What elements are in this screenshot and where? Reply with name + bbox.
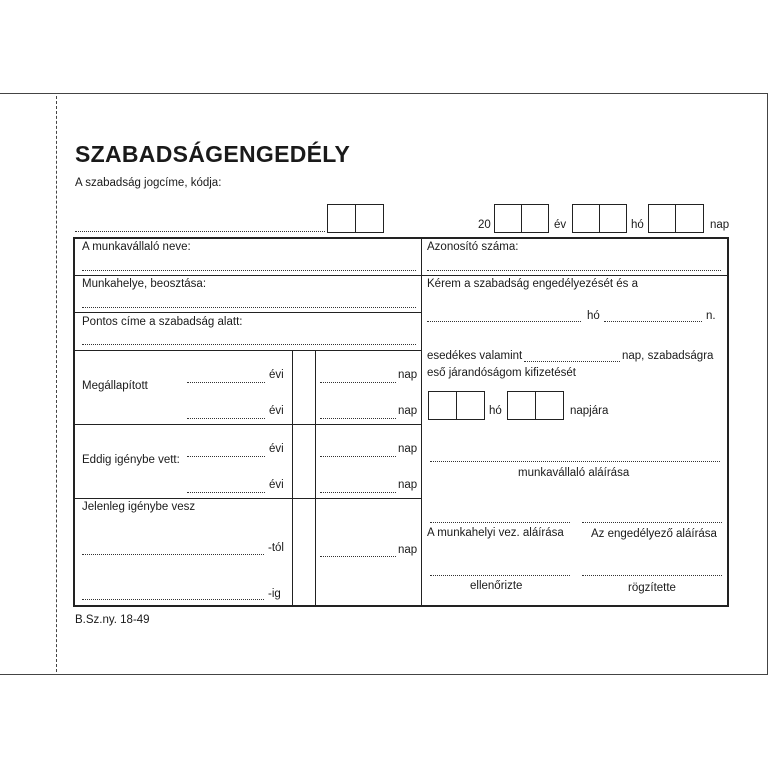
azonosito-label: Azonosító száma: <box>427 241 519 253</box>
year-box-2[interactable] <box>521 204 549 233</box>
eso-text: eső járandóságom kifizetését <box>427 367 576 379</box>
megallapitott-evi-2-field[interactable] <box>187 418 265 419</box>
rogzitette-label: rögzítette <box>628 582 676 594</box>
jelenleg-label: Jelenleg igénybe vesz <box>82 501 196 513</box>
jelenleg-nap-field[interactable] <box>320 556 396 557</box>
esedekes-pre: esedékes valamint <box>427 350 523 362</box>
row-line <box>74 312 421 313</box>
rogzitette-field[interactable] <box>582 575 722 576</box>
nap-label: nap <box>398 369 418 381</box>
eddig-evi-1-field[interactable] <box>187 456 265 457</box>
megallapitott-nap-1-field[interactable] <box>320 382 396 383</box>
pontos-cime-label: Pontos címe a szabadság alatt: <box>82 316 243 328</box>
tol-label: -tól <box>268 542 284 554</box>
ho-label: hó <box>587 310 600 322</box>
kerem-text: Kérem a szabadság engedélyezését és a <box>427 278 638 290</box>
kod-box-1[interactable] <box>327 204 356 233</box>
form-title: SZABADSÁGENGEDÉLY <box>75 141 351 167</box>
kerem-n-field[interactable] <box>604 321 702 322</box>
napjara-label: napjára <box>570 405 609 417</box>
year-suffix: év <box>554 219 567 231</box>
month-box-2[interactable] <box>599 204 627 233</box>
jelenleg-tol-field[interactable] <box>82 554 264 555</box>
nap-label: nap <box>398 544 418 556</box>
pontos-cime-field[interactable] <box>82 344 416 345</box>
kifizetes-ho-box-2[interactable] <box>456 391 485 420</box>
evi-label: évi <box>269 443 284 455</box>
eddig-nap-2-field[interactable] <box>320 492 396 493</box>
engedelyezo-alairas-field[interactable] <box>582 522 722 523</box>
nap-label: nap <box>398 443 418 455</box>
ig-label: -ig <box>268 588 281 600</box>
ellenorizte-field[interactable] <box>430 575 570 576</box>
esedekes-field[interactable] <box>524 361 620 362</box>
megallapitott-label: Megállapított <box>82 380 148 392</box>
munkavallalo-alairas-field[interactable] <box>430 461 720 462</box>
munkahelyi-vez-label: A munkahelyi vez. aláírása <box>427 527 564 539</box>
row-line <box>74 498 421 499</box>
ellenorizte-label: ellenőrizte <box>470 580 523 592</box>
kod-box-2[interactable] <box>355 204 384 233</box>
jogcime-label: A szabadság jogcíme, kódja: <box>75 177 222 189</box>
jelenleg-ig-field[interactable] <box>82 599 264 600</box>
munkahelye-label: Munkahelye, beosztása: <box>82 278 207 290</box>
month-suffix: hó <box>631 219 644 231</box>
jogcime-field[interactable] <box>75 231 325 232</box>
evi-label: évi <box>269 405 284 417</box>
munkahelye-field[interactable] <box>82 307 416 308</box>
munkahelyi-vez-alairas-field[interactable] <box>430 522 570 523</box>
month-box-1[interactable] <box>572 204 600 233</box>
kerem-ho-field[interactable] <box>427 321 581 322</box>
row-line <box>74 350 421 351</box>
eddig-evi-2-field[interactable] <box>187 492 265 493</box>
day-box-2[interactable] <box>675 204 704 233</box>
munkavallalo-alairasa-label: munkavállaló aláírása <box>518 467 630 479</box>
munkavallalo-neve-label: A munkavállaló neve: <box>82 241 191 253</box>
evi-label: évi <box>269 369 284 381</box>
azonosito-field[interactable] <box>427 270 721 271</box>
kifizetes-nap-box-1[interactable] <box>507 391 536 420</box>
munkavallalo-neve-field[interactable] <box>82 270 416 271</box>
form-number: B.Sz.ny. 18-49 <box>75 614 150 626</box>
perforation-line <box>56 96 57 672</box>
day-box-1[interactable] <box>648 204 676 233</box>
row-line <box>74 275 421 276</box>
esedekes-post: nap, szabadságra <box>622 350 714 362</box>
kifizetes-ho-box-1[interactable] <box>428 391 457 420</box>
evi-label: évi <box>269 479 284 491</box>
year-prefix: 20 <box>478 219 491 231</box>
row-line <box>421 275 728 276</box>
engedelyezo-label: Az engedélyező aláírása <box>591 528 717 540</box>
megallapitott-evi-1-field[interactable] <box>187 382 265 383</box>
kifizetes-nap-box-2[interactable] <box>535 391 564 420</box>
day-suffix: nap <box>710 219 730 231</box>
inner-divider-2 <box>315 350 316 606</box>
ho-label: hó <box>489 405 502 417</box>
row-line <box>74 424 421 425</box>
nap-label: nap <box>398 405 418 417</box>
year-box-1[interactable] <box>494 204 522 233</box>
n-label: n. <box>706 310 716 322</box>
megallapitott-nap-2-field[interactable] <box>320 418 396 419</box>
column-divider <box>421 238 422 606</box>
eddig-nap-1-field[interactable] <box>320 456 396 457</box>
nap-label: nap <box>398 479 418 491</box>
eddig-label: Eddig igénybe vett: <box>82 454 180 466</box>
inner-divider-1 <box>292 350 293 606</box>
